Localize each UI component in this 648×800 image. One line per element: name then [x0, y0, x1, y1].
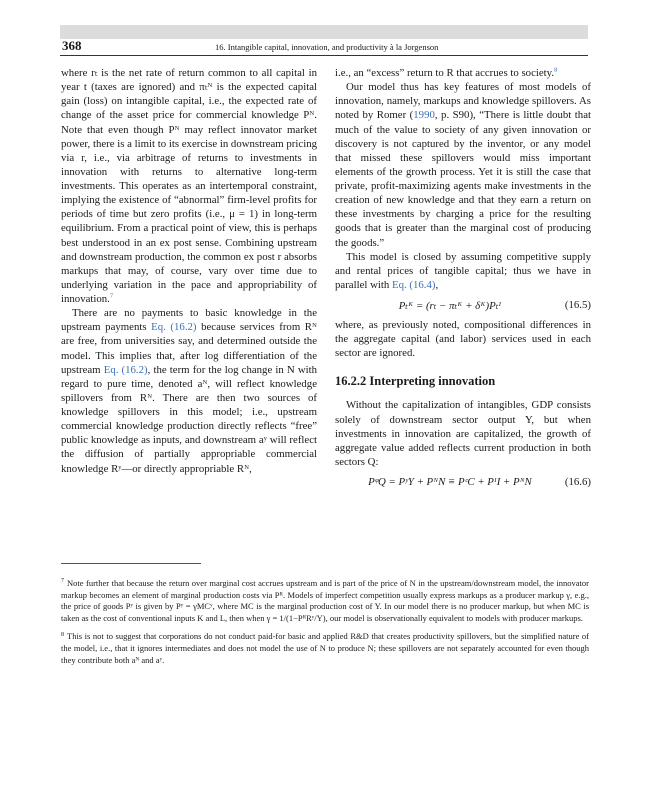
header-rule — [60, 55, 588, 56]
eq-link-16-2-second[interactable]: Eq. (16.2) — [103, 363, 148, 376]
eq-link-16-2[interactable]: Eq. (16.2) — [151, 321, 197, 334]
paragraph-model-closure: This model is closed by assuming competitive supply and rental prices of tangible capital; thus we have in parallel with Eq. (16.4), — [335, 250, 591, 291]
equation-16-6-expr: PᵠQ = PʸY + PᴺN ≡ PᶜC + PᴵI + PᴺN — [368, 476, 532, 488]
section-heading-16-2-2: 16.2.2 Interpreting innovation — [335, 374, 496, 389]
page-number: 368 — [62, 38, 82, 53]
paragraph-basic-knowledge: There are no payments to basic knowledge in the upstream payments Eq. (16.2) because services from Rᴺ are free, from universities say, and determined outside the model. This implies that, after log differentiation of the upstream Eq. (16.2), the term for the log change in N with regard to pure time, denoted aᴺ, will reflect knowledge spillovers from Rᴺ. There are then two sources of knowledge spillovers in this model; i.e., upstream commercial knowledge production directly reflects “free” public knowledge as inputs, and downstream aʸ will reflect the diffusion of partially appropriable commercial knowledge Rʸ—or directly appropriable Rᴺ, — [61, 307, 318, 475]
paragraph-rate-of-return: where rₜ is the net rate of return common to all capital in year t (taxes are ignored) and πₜᴺ is the expected capital gain (loss) on intangible capital, i.e., the expected rate of change of the asset price for commercial knowledge Pᴺ. Note that even though Pᴺ may reflect innovator market power, there is a limit to its exercise in downstream pricing via r, i.e., via arbitrage of returns to investments in innovation with returns to alternative long-term investments. This operates as an intertemporal constraint, implying the existence of “abnormal” firm-level profits for periods of time but zero profits (i.e., μ = 1) in long-term equilibrium. From a practical point of view, this is perhaps best understood in an ex post sense. Combining upstream and downstream production, the common ex post r absorbs markups that may, of course, vary over time due to underlying variation in the pace and appropriability of innovation.$^7$ — [61, 67, 317, 305]
paragraph-excess-return: i.e., an “excess” return to R that accrues to society.$^8$ — [335, 66, 558, 79]
equation-16-6-number: (16.6) — [564, 476, 591, 488]
footnote-8: $^8$ This is not to suggest that corporations do not conduct paid-for basic and applied R&D that creates productivity spillovers, but the simplified nature of the model, i.e., that it ignores intermediates and does not model the use of N to produce N; these spillovers are not separately accounted for even though they contribute both aᴺ and aʸ. — [61, 631, 589, 665]
equation-16-5-number: (16.5) — [564, 299, 591, 311]
right-column — [335, 66, 591, 495]
footnote-rule — [61, 563, 201, 564]
eq-link-16-4[interactable]: Eq. (16.4) — [391, 278, 436, 291]
left-column — [61, 66, 317, 476]
equation-16-6 — [335, 471, 591, 493]
footnote-8-mark: 8 — [61, 631, 64, 638]
paragraph-capitalization: Without the capitalization of intangibles, GDP consists solely of downstream sector output Y, but when investments in innovation are capitalized, the growth of aggregate value added reflects current production in both sectors Q: — [335, 399, 591, 468]
footnote-7-mark: 7 — [61, 578, 64, 585]
header-band — [60, 25, 588, 39]
equation-16-5 — [335, 294, 591, 316]
paragraph-romer-quote: Our model thus has key features of most models of innovation, namely, markups and knowledge spillovers. As noted by Romer (1990, p. S90), “There is little doubt that much of the value to society of any given innovation or discovery is not captured by the inventor, or any model that missed these spillovers would miss important elements of the growth process. Yet it is still the case that private, profit-maximizing agents make investments in the creation of new knowledge and that they earn a return on these investments by charging a price for the resulting goods that is greater than the marginal cost of producing the goods.” — [335, 81, 591, 249]
footnote-ref-8[interactable]: 8 — [554, 66, 558, 74]
equation-16-5-expr: Pₜᴷ = (rₜ − πₜᴷ + δᴷ)Pₜᴵ — [398, 299, 502, 312]
running-head: 16. Intangible capital, innovation, and productivity à la Jorgenson — [215, 42, 439, 52]
footnote-ref-7[interactable]: 7 — [109, 292, 114, 300]
citation-link-romer-1990[interactable]: 1990 — [413, 109, 435, 122]
paragraph-compositional-differences: where, as previously noted, compositional differences in the aggregate capital (and labor) services used in each sector are ignored. — [335, 319, 591, 360]
footnotes — [61, 578, 589, 673]
footnote-7: $^7$ Note further that because the return over marginal cost accrues upstream and is part of the price of N in the upstream/downstream model, the innovator markup becomes an element of marginal production costs via Pᴿ. Models of imperfect competition usually express markups as a producer markup γ, e.g., the price of goods Pʸ is given by Pʸ = γMCʸ, where MC is the marginal production cost of Y. In our model there is no producer markup, but when MC is taken as the cost of conventional inputs K and L, then when γ = 1/(1−PᴿRʸ/Y), our model is observationally equivalent to models with producer markups. — [61, 578, 589, 623]
